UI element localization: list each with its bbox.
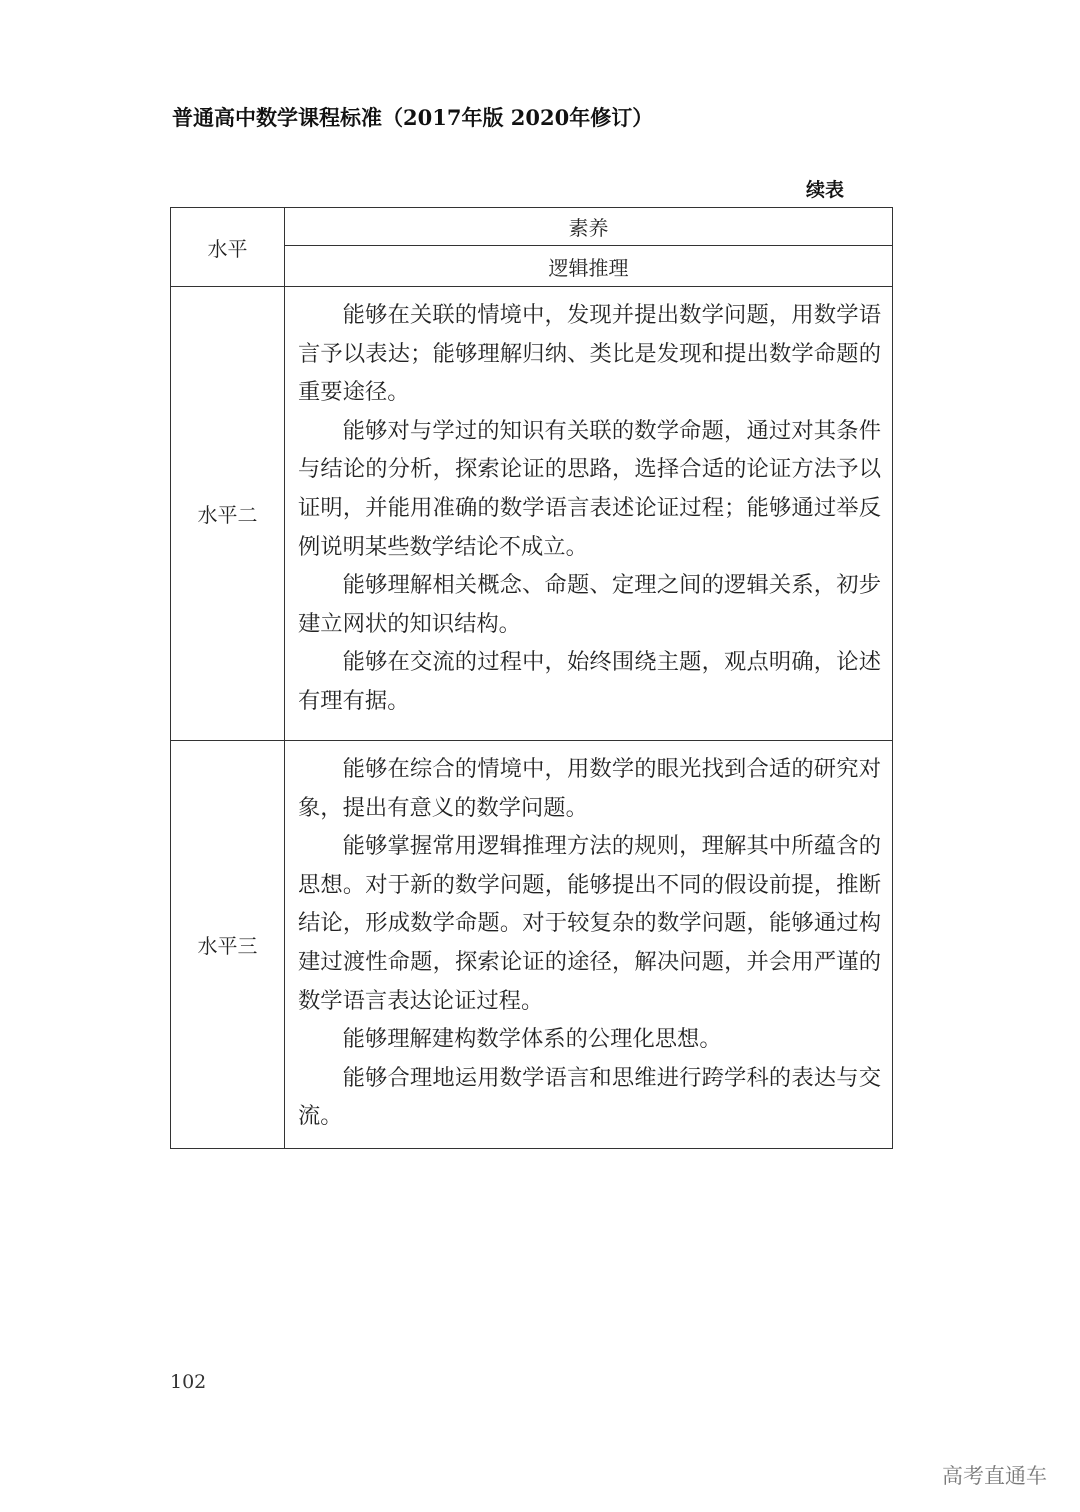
page-title: 普通高中数学课程标准（2017年版 2020年修订） — [172, 105, 654, 130]
paragraph: 能够在交流的过程中，始终围绕主题，观点明确，论述有理有据。 — [298, 649, 881, 714]
table-row — [171, 741, 893, 1149]
description-cell — [285, 287, 893, 741]
paragraph: 能够对与学过的知识有关联的数学命题，通过对其条件与结论的分析，探索论证的思路，选择合适的论证方法予以证明，并能用准确的数学语言表述论证过程；能够通过举反例说明某些数学结论不成立。 — [298, 417, 881, 560]
paragraph: 能够在综合的情境中，用数学的眼光找到合适的研究对象，提出有意义的数学问题。 — [298, 756, 881, 821]
table-row — [171, 287, 893, 741]
level-cell: 水平三 — [171, 741, 285, 1149]
paragraph: 能够在关联的情境中，发现并提出数学问题，用数学语言予以表达；能够理解归纳、类比是发现和提出数学命题的重要途径。 — [298, 302, 881, 406]
paragraph: 能够合理地运用数学语言和思维进行跨学科的表达与交流。 — [298, 1064, 881, 1130]
header-literacy: 素养 — [285, 208, 893, 246]
header-level: 水平 — [171, 208, 285, 287]
literacy-table — [170, 207, 893, 1149]
page-number: 102 — [170, 1371, 207, 1393]
level-cell: 水平二 — [171, 287, 285, 741]
watermark: 高考直通车 — [942, 1464, 1047, 1488]
paragraph: 能够理解建构数学体系的公理化思想。 — [342, 1026, 722, 1053]
header-logical-reasoning: 逻辑推理 — [285, 246, 893, 287]
continued-label: 续表 — [806, 179, 845, 201]
paragraph: 能够掌握常用逻辑推理方法的规则，理解其中所蕴含的思想。对于新的数学问题，能够提出不同的假设前提，推断结论，形成数学命题。对于较复杂的数学问题，能够通过构建过渡性命题，探索论证的途径，解决问题，并会用严谨的数学语言表达论证过程。 — [298, 833, 881, 1014]
description-cell — [285, 741, 893, 1149]
paragraph: 能够理解相关概念、命题、定理之间的逻辑关系，初步建立网状的知识结构。 — [298, 572, 881, 637]
